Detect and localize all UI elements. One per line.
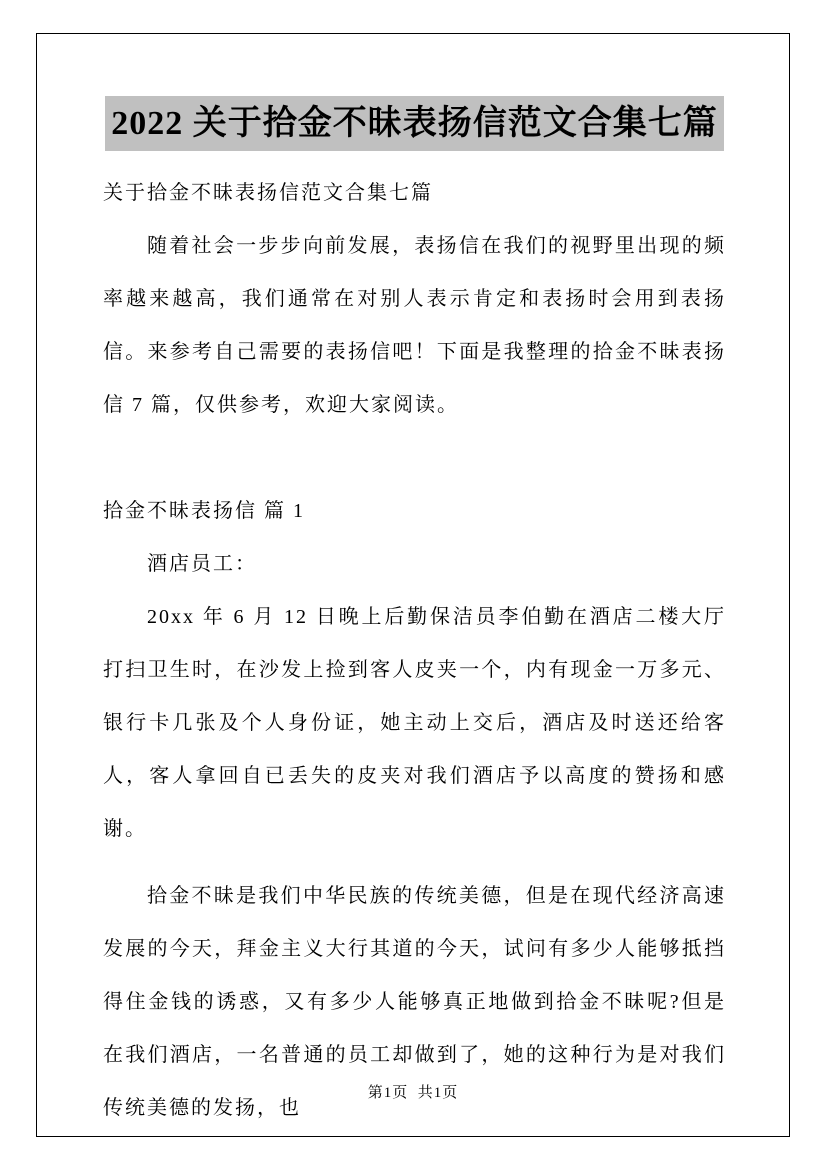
blank-line: [103, 432, 726, 485]
section-heading: 拾金不昧表扬信 篇 1: [103, 500, 305, 522]
body-paragraph: 拾金不昧是我们中华民族的传统美德，但是在现代经济高速发展的今天，拜金主义大行其道的今天，试问有多少人能够抵挡得住金钱的诱惑，又有多少人能够真正地做到拾金不昧呢?但是在我们酒店，一名普通的员工却做到了，她的这种行为是对我们传统美德的发扬，也: [103, 885, 726, 1119]
intro-paragraph: 随着社会一步步向前发展，表扬信在我们的视野里出现的频率越来越高，我们通常在对别人表示肯定和表扬时会用到表扬信。来参考自己需要的表扬信吧！下面是我整理的拾金不昧表扬信 7 篇，仅供参考，欢迎大家阅读。: [103, 235, 726, 416]
page-content: [37, 34, 789, 1135]
salutation-line: 酒店员工：: [147, 553, 257, 575]
title-row: [103, 96, 726, 151]
body-paragraph: 20xx 年 6 月 12 日晚上后勤保洁员李伯勤在酒店二楼大厅打扫卫生时，在沙发上捡到客人皮夹一个，内有现金一万多元、银行卡几张及个人身份证，她主动上交后，酒店及时送还给客人，客人拿回自已丢失的皮夹对我们酒店予以高度的赞扬和感谢。: [103, 606, 726, 840]
document-page: [36, 33, 790, 1137]
document-title: 2022 关于拾金不昧表扬信范文合集七篇: [105, 96, 724, 151]
subtitle-line: 关于拾金不昧表扬信范文合集七篇: [103, 182, 433, 204]
page-number-footer: 第1页 共1页: [367, 1085, 459, 1101]
